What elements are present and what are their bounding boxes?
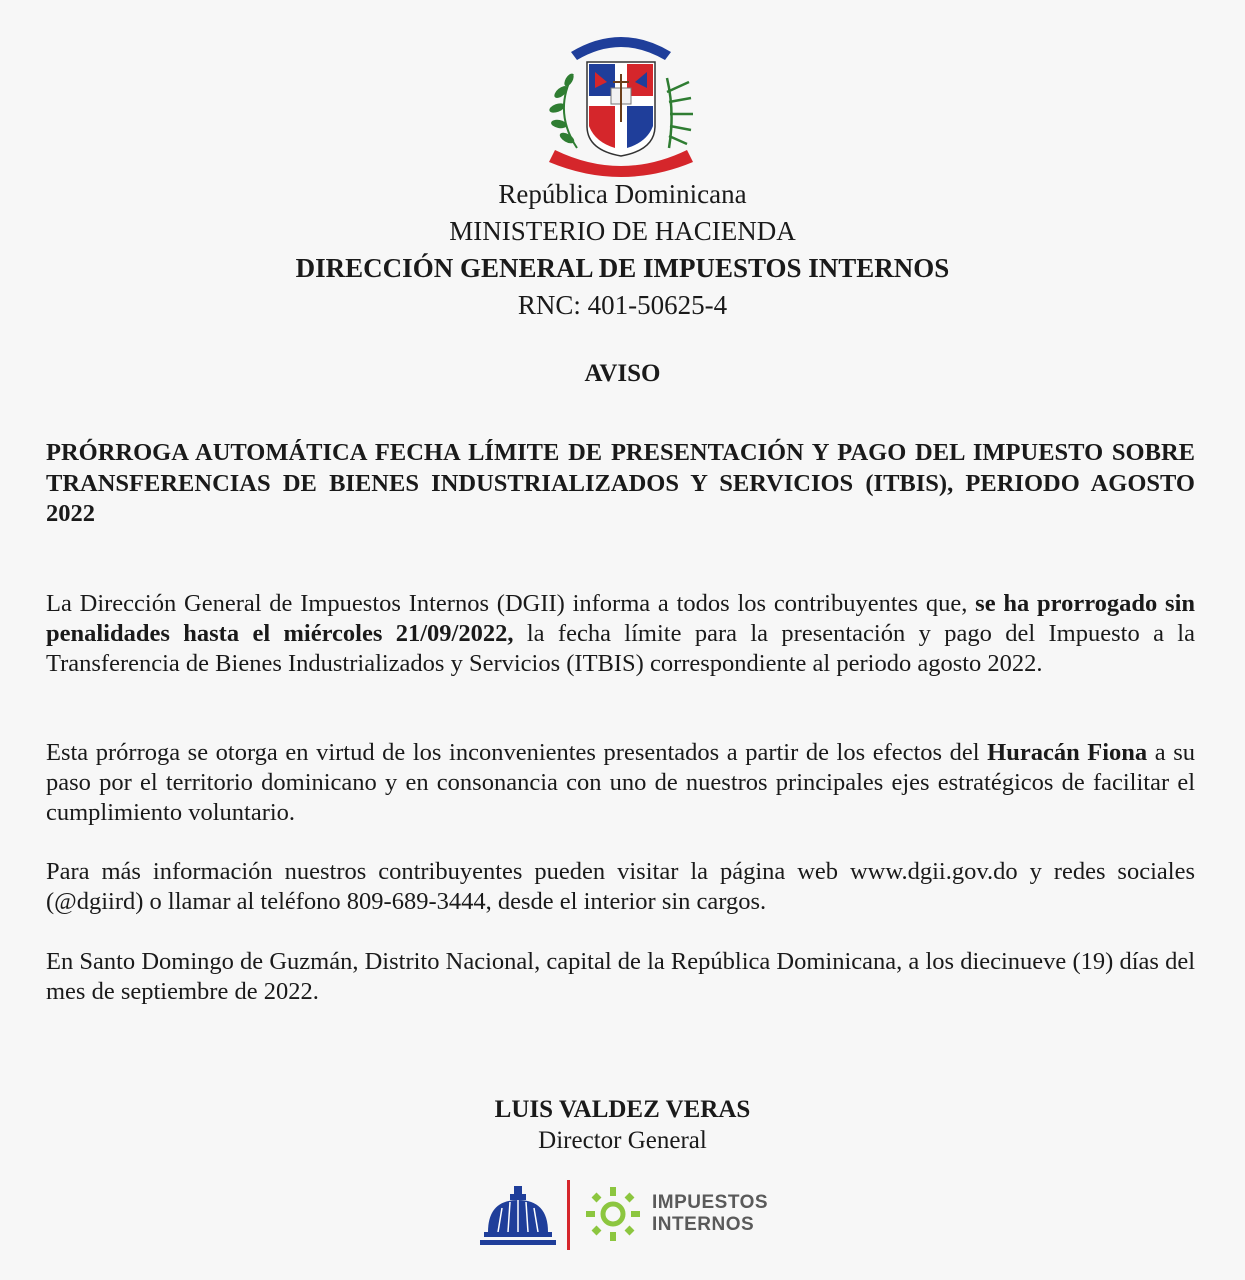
ministry-name: MINISTERIO DE HACIENDA [449,216,796,246]
paragraph-1-emphasis: se ha prorrogado sin penalidades hasta el miércoles 21/09/2022, [46,590,1195,647]
notice-title: PRÓRROGA AUTOMÁTICA FECHA LÍMITE DE PRESENTACIÓN Y PAGO DEL IMPUESTO SOBRE TRANSFERENCIAS DE BIENES INDUSTRIALIZADOS Y SERVICIOS (ITBIS), PERIODO AGOSTO 2022 [46,439,1195,527]
paragraph-2-text-b: a su paso por el territorio dominicano y en consonancia con uno de nuestros principales ejes estratégicos de facilitar el cumplimiento voluntario. [46,739,1195,826]
paragraph-1-text-a: La Dirección General de Impuestos Internos (DGII) informa a todos los contribuyentes que, [46,590,976,617]
paragraph-2-emphasis: Huracán Fiona [987,739,1148,766]
impuestos-internos-logo-icon [585,1186,641,1242]
notice-label: AVISO [584,360,661,387]
paragraph-2 [46,738,1195,827]
signature-block [0,1094,1245,1156]
signer-name: LUIS VALDEZ VERAS [494,1096,751,1123]
letterhead [0,176,1245,324]
logo-divider [567,1180,570,1250]
rnc-number: RNC: 401-50625-4 [517,290,728,320]
ministry-dome-icon [480,1184,556,1248]
coat-of-arms-icon [543,22,699,180]
brand-line-2: INTERNOS [652,1214,755,1235]
agency-name: DIRECCIÓN GENERAL DE IMPUESTOS INTERNOS [295,253,950,283]
country-name: República Dominicana [498,179,747,209]
paragraph-1 [46,589,1195,678]
brand-line-1: IMPUESTOS [652,1192,769,1213]
footer-logos [480,1180,780,1252]
paragraph-4: En Santo Domingo de Guzmán, Distrito Nacional, capital de la República Dominicana, a los diecinueve (19) días del mes de septiembre de 2022. [46,948,1195,1005]
signer-title: Director General [538,1127,707,1154]
paragraph-3: Para más información nuestros contribuyentes pueden visitar la página web www.dgii.gov.do y redes sociales (@dgiird) o llamar al teléfono 809-689-3444, desde el interior sin cargos. [46,858,1195,915]
paragraph-1-text-b: la fecha límite para la presentación y pago del Impuesto a la Transferencia de Bienes Industrializados y Servicios (ITBIS) correspondiente al periodo agosto 2022. [46,619,1195,677]
paragraph-2-text-a: Esta prórroga se otorga en virtud de los inconvenientes presentados a partir de los efectos del [46,739,988,766]
brand-wordmark [652,1192,768,1236]
